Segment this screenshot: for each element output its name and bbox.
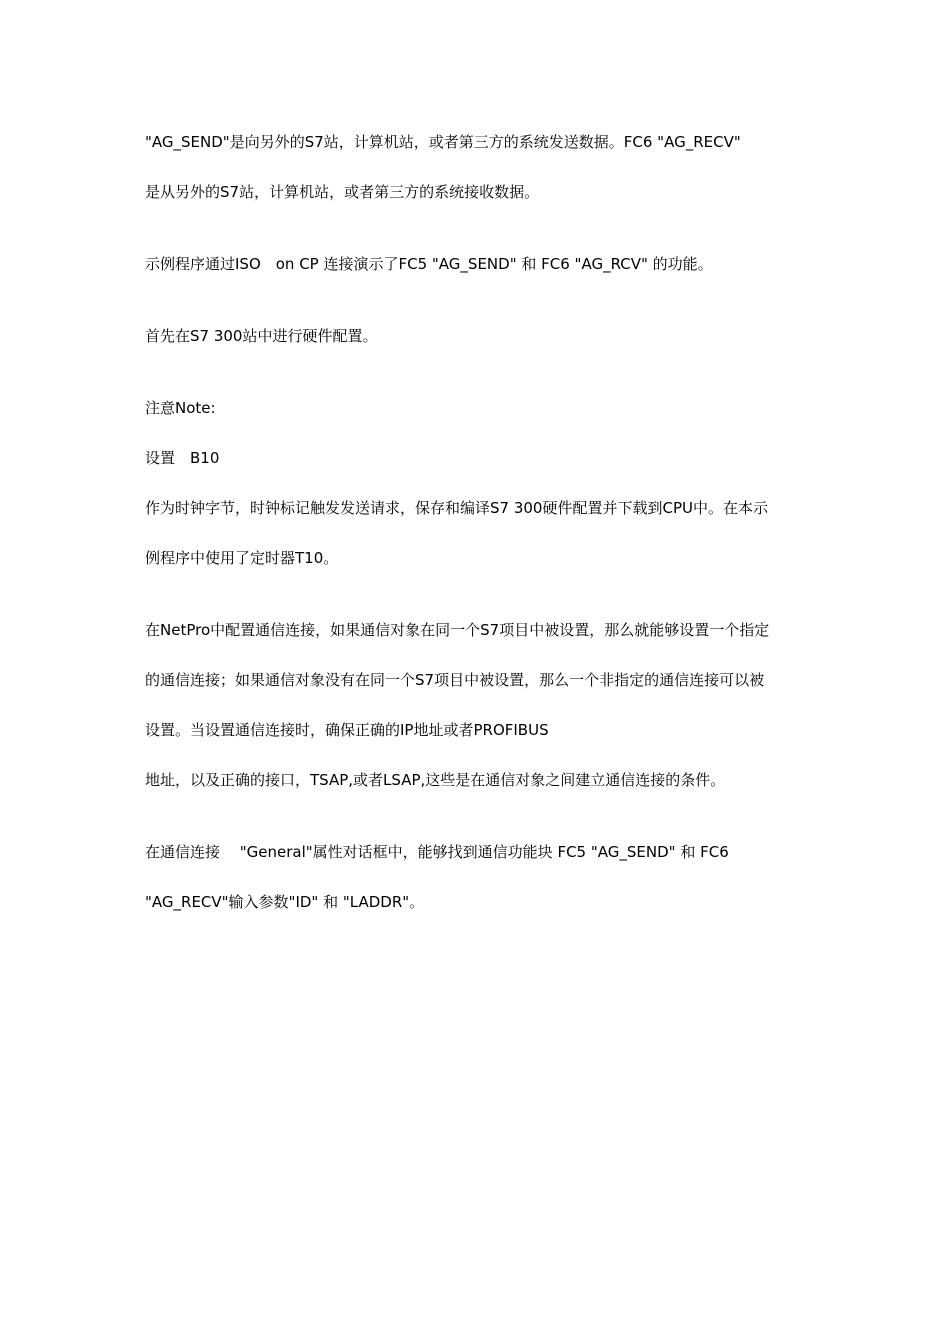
text-line-12: 地址，以及正确的接口，TSAP,或者LSAP,这些是在通信对象之间建立通信连接的条件。 (145, 771, 726, 789)
text-line-3: 示例程序通过ISO on CP 连接演示了FC5 "AG_SEND" 和 FC6 "AG_RCV" 的功能。 (145, 255, 713, 273)
text-line-13: 在通信连接 "General"属性对话框中，能够找到通信功能块 FC5 "AG_SEND" 和 FC6 (145, 843, 729, 861)
text-line-6: 设置 B10 (145, 449, 220, 467)
text-line-7: 作为时钟字节，时钟标记触发发送请求，保存和编译S7 300硬件配置并下载到CPU中。在本示 (145, 499, 768, 517)
text-line-9: 在NetPro中配置通信连接，如果通信对象在同一个S7项目中被设置，那么就能够设置一个指定 (145, 621, 770, 639)
text-line-14: "AG_RECV"输入参数"ID" 和 "LADDR"。 (145, 893, 425, 911)
text-line-8: 例程序中使用了定时器T10。 (145, 549, 339, 567)
text-line-10: 的通信连接；如果通信对象没有在同一个S7项目中被设置，那么一个非指定的通信连接可以被 (145, 671, 765, 689)
text-line-1: "AG_SEND"是向另外的S7站，计算机站，或者第三方的系统发送数据。FC6 "AG_RECV" (145, 133, 741, 151)
text-line-4: 首先在S7 300站中进行硬件配置。 (145, 327, 378, 345)
text-line-5: 注意Note: (145, 399, 216, 417)
text-line-11: 设置。当设置通信连接时，确保正确的IP地址或者PROFIBUS (145, 721, 549, 739)
text-line-2: 是从另外的S7站，计算机站，或者第三方的系统接收数据。 (145, 183, 540, 201)
